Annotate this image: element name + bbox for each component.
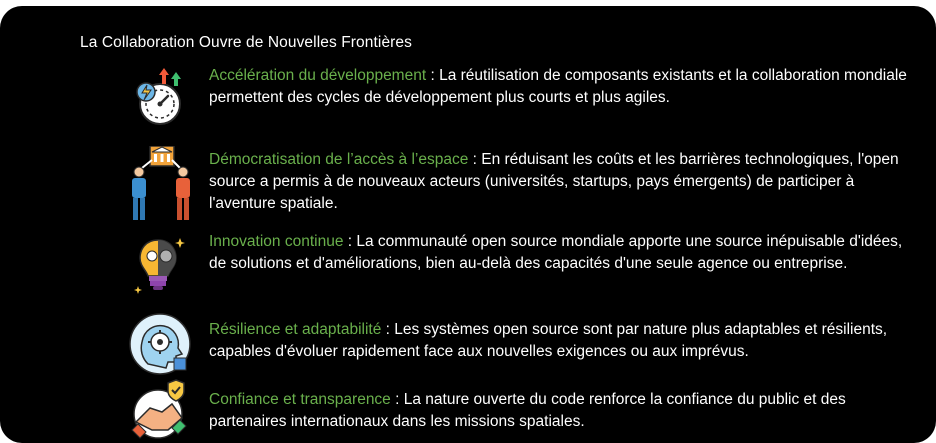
item-description: : La nature ouverte du code renforce la confiance du public et des partenaires internationaux dans les missions spatiales. bbox=[209, 391, 846, 430]
item-label: Innovation continue bbox=[209, 233, 344, 250]
item-description: : En réduisant les coûts et les barrières technologiques, l'open source a permis à de nouveaux acteurs (universités, startups, pays émergents) de participer à l'aventure spatiale. bbox=[209, 151, 899, 212]
content-card bbox=[0, 6, 936, 443]
item-description: : Les systèmes open source sont par nature plus adaptables et résilients, capables d'évoluer rapidement face aux nouvelles exigences ou aux imprévus. bbox=[209, 321, 888, 360]
item-description: : La réutilisation de composants existants et la collaboration mondiale permettent des cycles de développement plus courts et plus agiles. bbox=[209, 67, 907, 106]
innovation-bulb-icon bbox=[128, 234, 192, 294]
adaptive-mind-icon bbox=[128, 312, 192, 372]
item-label: Démocratisation de l’accès à l’espace bbox=[209, 151, 469, 168]
item-label: Confiance et transparence bbox=[209, 391, 391, 408]
item-label: Résilience et adaptabilité bbox=[209, 321, 382, 338]
item-description: : La communauté open source mondiale apporte une source inépuisable d'idées, de solutions et d'améliorations, bien au-delà des capacités d'une seule agence ou entreprise. bbox=[209, 233, 903, 272]
page-title: La Collaboration Ouvre de Nouvelles Frontières bbox=[80, 34, 412, 51]
institution-people-icon bbox=[128, 146, 192, 206]
speed-gauge-icon bbox=[128, 64, 192, 124]
item-label: Accélération du développement bbox=[209, 67, 427, 84]
handshake-shield-icon bbox=[128, 378, 192, 438]
